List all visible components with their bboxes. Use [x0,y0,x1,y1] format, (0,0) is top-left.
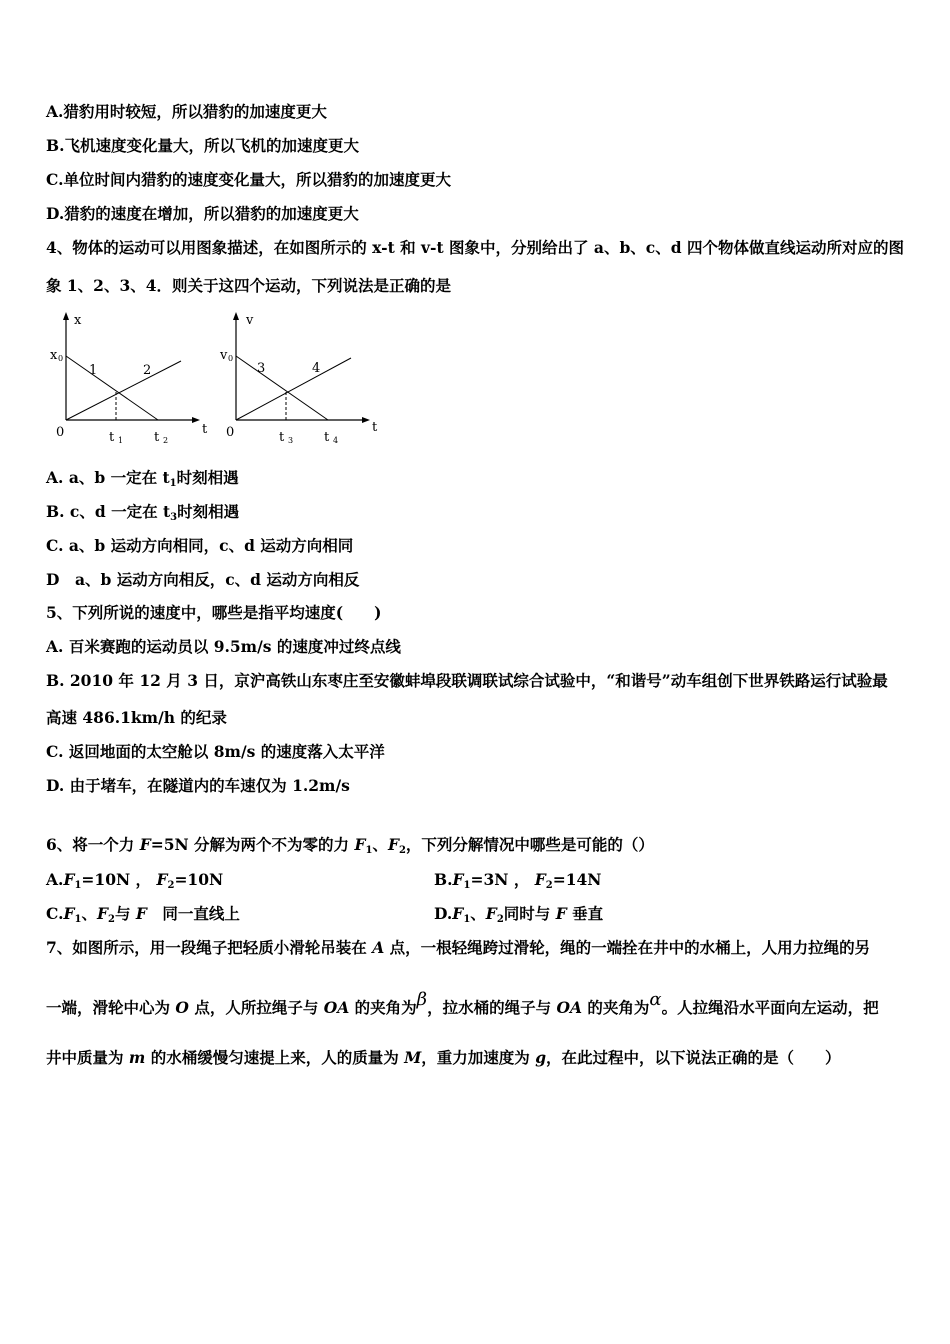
vt-origin: 0 [226,425,235,440]
xt-origin: 0 [56,425,65,440]
vt-t4: t [324,430,330,445]
vt-t3: t [279,430,285,445]
vt-y-label: v [246,313,254,328]
xt-y-arrow [63,312,69,320]
xt-x-label: t [202,422,208,437]
vt-x-arrow [362,417,370,423]
q4-option-b: B. c、d 一定在 $t_3$时刻相遇 [46,502,240,523]
q6-option-d: $D.F_1$、$F_2$同时与 F 垂直 [434,904,604,925]
vt-v0-sub: 0 [228,354,234,363]
xt-y-label: x [74,313,82,328]
xt-label-2: 2 [143,363,152,378]
q4-option-c: C. a、b 运动方向相同，c、d 运动方向相同 [46,536,354,555]
vt-graph [214,308,394,448]
q6-option-b: $B.F_1=3N$ ， $F_2=14N$ [434,870,602,891]
xt-x-arrow [192,417,200,423]
q4-option-a: A. a、b 一定在 $t_1$时刻相遇 [46,468,239,489]
vt-t4-sub: 4 [333,436,339,445]
vt-line-4 [236,358,351,420]
q6-option-c: $C.F_1$、$F_2$与 F 同一直线上 [46,904,240,925]
q3-option-c: C.单位时间内猎豹的速度变化量大，所以猎豹的加速度更大 [46,170,451,189]
vt-y-arrow [233,312,239,320]
xt-x0-sub: 0 [58,354,64,363]
q3-option-d: D.猎豹的速度在增加，所以猎豹的加速度更大 [46,204,359,223]
q5-stem: 5、下列所说的速度中，哪些是指平均速度( ) [46,603,382,622]
q4-stem-line1: 4、物体的运动可以用图象描述，在如图所示的 x-t 和 v-t 图象中，分别给出了 a、b、c、d 四个物体做直线运动所对应的图 [46,238,904,257]
q7-stem-line3: 井中质量为 m 的水桶缓慢匀速提上来，人的质量为 M，重力加速度为 g，在此过程中，以下说法正确的是（ ） [46,1048,841,1067]
xt-x0: x [50,348,58,363]
vt-x-label: t [372,420,378,435]
beta-symbol: β [416,989,428,1010]
q6-option-a: $A.F_1=10N$ ， $F_2=10N$ [46,870,224,891]
q7-stem-line2: 一端，滑轮中心为 O 点，人所拉绳子与 OA 的夹角为β，拉水桶的绳子与 OA 的夹角为α。人拉绳沿水平面向左运动，把 [46,989,879,1017]
q6-stem: 6、将一个力 F=5N 分解为两个不为零的力 $F_1$、$F_2$，下列分解情况中哪些是可能的（） [46,835,654,856]
alpha-symbol: α [649,989,662,1010]
q3-option-b: B.飞机速度变化量大，所以飞机的加速度更大 [46,136,359,155]
q5-option-c: C. 返回地面的太空舱以 8m/s 的速度落入太平洋 [46,742,385,761]
xt-t2: t [154,430,160,445]
q7-stem-line1: 7、如图所示，用一段绳子把轻质小滑轮吊装在 A 点，一根轻绳跨过滑轮，绳的一端拴在井中的水桶上，人用力拉绳的另 [46,938,871,957]
q3-option-a: A.猎豹用时较短，所以猎豹的加速度更大 [46,102,327,121]
vt-v0: v [220,348,228,363]
q5-option-b-line2: 高速 486.1km/h 的纪录 [46,708,227,727]
xt-graph [44,308,224,448]
q4-stem-line2: 象 1、2、3、4．则关于这四个运动，下列说法是正确的是 [46,276,452,295]
xt-t1-sub: 1 [118,436,124,445]
q5-option-d: D. 由于堵车，在隧道内的车速仅为 1.2m/s [46,776,350,795]
q5-option-b-line1: B. 2010 年 12 月 3 日，京沪高铁山东枣庄至安徽蚌埠段联调联试综合试验中，“和谐号”动车组创下世界铁路运行试验最 [46,671,888,690]
q4-option-d: D a、b 运动方向相反，c、d 运动方向相反 [46,570,360,589]
xt-label-1: 1 [89,363,98,378]
xt-t1: t [109,430,115,445]
xt-t2-sub: 2 [163,436,169,445]
vt-t3-sub: 3 [288,436,294,445]
vt-label-4: 4 [312,361,321,376]
vt-label-3: 3 [257,361,266,376]
xt-line-2 [66,361,181,420]
q5-option-a: A. 百米赛跑的运动员以 9.5m/s 的速度冲过终点线 [46,637,401,656]
